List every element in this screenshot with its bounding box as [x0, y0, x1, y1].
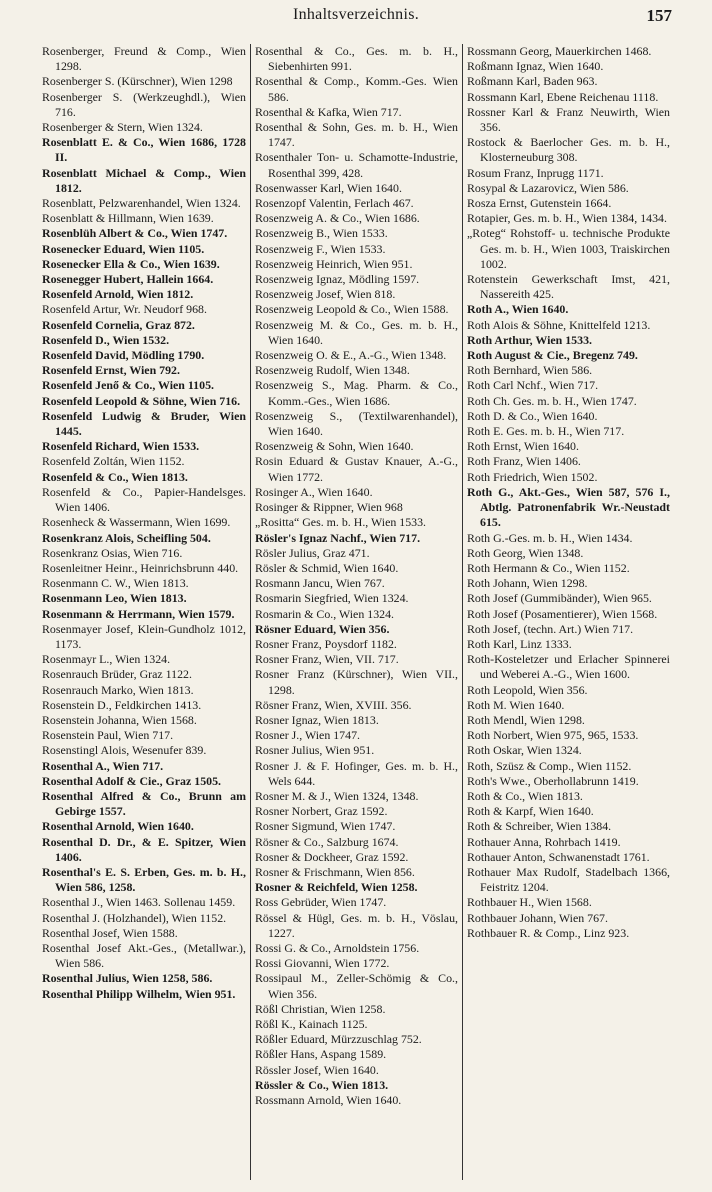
index-entry: Rosenzopf Valentin, Ferlach 467. — [255, 196, 414, 211]
index-entry: Rosenzweig O. & E., A.-G., Wien 1348. — [255, 348, 447, 363]
index-entry: Rosenkranz Osias, Wien 716. — [42, 545, 183, 560]
index-entry: Rosner M. & J., Wien 1324, 1348. — [255, 788, 419, 803]
index-entry: Rosenzweig F., Wien 1533. — [255, 241, 386, 256]
index-entry: Rosenberger S. (Werkzeughdl.), Wien 716. — [42, 89, 246, 119]
index-entry: Rosenblatt Michael & Comp., Wien 1812. — [42, 165, 246, 195]
index-entry: Rosmarin & Co., Wien 1324. — [255, 606, 395, 621]
index-entry: Rosenzweig Josef, Wien 818. — [255, 287, 396, 302]
index-entry: Roßmann Ignaz, Wien 1640. — [467, 59, 604, 74]
index-entry: Rössler & Co., Wien 1813. — [255, 1077, 389, 1092]
index-entry: Rossi Giovanni, Wien 1772. — [255, 956, 390, 971]
index-entry: Rosenzweig B., Wien 1533. — [255, 226, 388, 241]
index-entry: Roth, Szüsz & Comp., Wien 1152. — [467, 758, 632, 773]
index-entry: Rosenfeld Ernst, Wien 792. — [42, 363, 180, 378]
index-entry: Rosner Franz, Poysdorf 1182. — [255, 636, 397, 651]
index-entry: Rosenfeld Arnold, Wien 1812. — [42, 287, 194, 302]
index-entry: Rößl Christian, Wien 1258. — [255, 1001, 386, 1016]
index-entry: Roth Norbert, Wien 975, 965, 1533. — [467, 728, 639, 743]
index-entry: Rosinger & Rippner, Wien 968 — [255, 500, 403, 515]
index-columns — [38, 44, 674, 1180]
index-entry: Rosenecker Eduard, Wien 1105. — [42, 241, 205, 256]
index-entry: Rosenstein D., Feldkirchen 1413. — [42, 697, 202, 712]
index-entry: Rosenberger, Freund & Comp., Wien 1298. — [42, 44, 246, 74]
index-entry: Rosner & Frischmann, Wien 856. — [255, 864, 415, 879]
index-entry: Rosenmann Leo, Wien 1813. — [42, 591, 187, 606]
index-entry: Rosner Julius, Wien 951. — [255, 743, 375, 758]
index-entry: Rosenfeld & Co., Papier-Handelsges. Wien 1406. — [42, 484, 246, 515]
index-entry: Rosenzweig S., (Textilwarenhandel), Wien 1640. — [255, 408, 458, 439]
index-entry: Rosenfeld Cornelia, Graz 872. — [42, 317, 195, 332]
index-entry: Rossi G. & Co., Arnoldstein 1756. — [255, 940, 420, 955]
index-entry: „Rositta“ Ges. m. b. H., Wien 1533. — [255, 515, 427, 530]
index-entry: „Roteg“ Rohstoff- u. technische Produkte Ges. m. b. H., Wien 1003, Traiskirchen 1002. — [467, 226, 670, 271]
index-entry: Rosenthal Philipp Wilhelm, Wien 951. — [42, 986, 236, 1001]
index-entry: Rothauer Max Rudolf, Stadelbach 1366, Feistritz 1204. — [467, 864, 670, 895]
index-entry: Rosenmayr L., Wien 1324. — [42, 652, 171, 667]
index-entry: Rosenzweig Rudolf, Wien 1348. — [255, 363, 410, 378]
index-entry: Rosner & Reichfeld, Wien 1258. — [255, 880, 418, 895]
index-entry: Rosenthal & Kafka, Wien 717. — [255, 104, 402, 119]
index-entry: Rosenfeld Zoltán, Wien 1152. — [42, 454, 185, 469]
index-entry: Rößl K., Kainach 1125. — [255, 1017, 368, 1031]
index-entry: Roth August & Cie., Bregenz 749. — [467, 348, 638, 363]
index-entry: Rothauer Anna, Rohrbach 1419. — [467, 834, 621, 849]
index-entry: Roth M. Wien 1640. — [467, 697, 565, 712]
index-entry: Rosner Franz, Wien, VII. 717. — [255, 652, 399, 667]
index-entry: Rosenzweig S., Mag. Pharm. & Co., Komm.-Ges., Wien 1686. — [255, 378, 458, 408]
index-entry: Rosenfeld Richard, Wien 1533. — [42, 439, 200, 454]
index-entry: Rosin Eduard & Gustav Knauer, A.-G., Wien 1772. — [255, 454, 458, 484]
index-entry: Rosenzweig Ignaz, Mödling 1597. — [255, 272, 420, 287]
index-entry: Rösner Eduard, Wien 356. — [255, 621, 390, 636]
index-entry: Rosmarin Siegfried, Wien 1324. — [255, 591, 409, 606]
index-entry: Rosner J., Wien 1747. — [255, 728, 360, 743]
index-entry: Rothbauer R. & Comp., Linz 923. — [467, 925, 630, 940]
index-entry: Roth Ch. Ges. m. b. H., Wien 1747. — [467, 393, 637, 408]
index-entry: Rosenthal's E. S. Erben, Ges. m. b. H., Wien 586, 1258. — [42, 864, 246, 895]
index-entry: Rosenfeld D., Wien 1532. — [42, 332, 170, 347]
index-entry: Rosenmann & Herrmann, Wien 1579. — [42, 606, 235, 621]
index-entry: Rosenblüh Albert & Co., Wien 1747. — [42, 226, 228, 241]
index-entry: Rosenthal Josef Akt.-Ges., (Metallwar.), Wien 586. — [42, 940, 246, 971]
index-entry: Rosenthal J., Wien 1463. Sollenau 1459. — [42, 895, 236, 910]
index-entry: Rösner Franz, Wien, XVIII. 356. — [255, 697, 412, 712]
index-entry: Roßmann Karl, Baden 963. — [467, 74, 598, 89]
index-entry: Rosner J. & F. Hofinger, Ges. m. b. H., Wels 644. — [255, 758, 458, 788]
index-entry: Rosenthal & Comp., Komm.-Ges. Wien 586. — [255, 74, 458, 104]
index-entry: Rosenthal A., Wien 717. — [42, 758, 164, 773]
index-entry: Roth & Schreiber, Wien 1384. — [467, 819, 612, 834]
index-entry: Rosenblatt, Pelzwarenhandel, Wien 1324. — [42, 196, 241, 211]
index-entry: Rosenthal Adolf & Cie., Graz 1505. — [42, 773, 222, 788]
index-entry: Roth Friedrich, Wien 1502. — [467, 469, 598, 484]
index-entry: Roth Georg, Wien 1348. — [467, 545, 584, 560]
index-entry: Rostock & Baerlocher Ges. m. b. H., Klosterneuburg 308. — [467, 135, 670, 165]
index-entry: Rosenthal & Co., Ges. m. b. H., Siebenhirten 991. — [255, 44, 458, 74]
index-entry: Rosenzweig & Sohn, Wien 1640. — [255, 439, 414, 454]
index-entry: Roth Oskar, Wien 1324. — [467, 743, 582, 758]
index-entry: Rosenfeld Jenő & Co., Wien 1105. — [42, 378, 214, 393]
index-entry: Roth Carl Nchf., Wien 717. — [467, 378, 599, 393]
index-entry: Rosenzweig Heinrich, Wien 951. — [255, 256, 413, 271]
index-entry: Rosenfeld & Co., Wien 1813. — [42, 469, 188, 484]
index-entry: Rosenblatt & Hillmann, Wien 1639. — [42, 211, 214, 226]
index-entry: Rotapier, Ges. m. b. H., Wien 1384, 1434. — [467, 211, 667, 226]
index-entry: Roth Johann, Wien 1298. — [467, 576, 588, 591]
index-entry: Roth Karl, Linz 1333. — [467, 636, 572, 651]
index-entry: Rosenblatt E. & Co., Wien 1686, 1728 II. — [42, 135, 246, 165]
index-entry: Roth Alois & Söhne, Knittelfeld 1213. — [467, 317, 651, 332]
index-entry: Rosza Ernst, Gutenstein 1664. — [467, 196, 612, 211]
index-entry: Rothauer Anton, Schwanenstadt 1761. — [467, 849, 650, 864]
index-entry: Rosenheck & Wassermann, Wien 1699. — [42, 515, 231, 530]
index-entry: Rosum Franz, Inprugg 1171. — [467, 165, 604, 180]
index-entry: Rothbauer Johann, Wien 767. — [467, 910, 608, 925]
index-column-middle — [250, 44, 462, 1180]
index-entry: Rosner & Dockheer, Graz 1592. — [255, 849, 409, 864]
page-number: 157 — [646, 6, 672, 25]
index-entry: Rossipaul M., Zeller-Schömig & Co., Wien 356. — [255, 971, 458, 1001]
index-entry: Rosenzweig A. & Co., Wien 1686. — [255, 211, 420, 226]
index-entry: Rossmann Karl, Ebene Reichenau 1118. — [467, 89, 659, 104]
index-entry: Rosenmayer Josef, Klein-Gundholz 1012, 1173. — [42, 621, 246, 651]
index-entry: Roth Bernhard, Wien 586. — [467, 363, 593, 378]
index-entry: Rosenmann C. W., Wien 1813. — [42, 576, 189, 591]
index-entry: Rosenzweig M. & Co., Ges. m. b. H., Wien 1640. — [255, 317, 458, 347]
index-entry: Rösner & Co., Salzburg 1674. — [255, 834, 399, 849]
index-entry: Rosenthal D. Dr., & E. Spitzer, Wien 1406. — [42, 834, 246, 864]
index-column-left — [38, 44, 250, 1180]
index-entry: Rößler Hans, Aspang 1589. — [255, 1047, 387, 1062]
index-entry: Rosenfeld Artur, Wr. Neudorf 968. — [42, 302, 207, 317]
index-entry: Rosenzweig Leopold & Co., Wien 1588. — [255, 302, 449, 317]
index-column-right — [462, 44, 674, 1180]
index-entry: Rosenberger & Stern, Wien 1324. — [42, 120, 203, 135]
index-entry: Rosenfeld Leopold & Söhne, Wien 716. — [42, 393, 241, 408]
index-entry: Roth G.-Ges. m. b. H., Wien 1434. — [467, 530, 633, 545]
index-entry: Rosenfeld David, Mödling 1790. — [42, 348, 205, 363]
page-title: Inhaltsverzeichnis. — [292, 6, 420, 23]
index-entry: Rosenrauch Marko, Wien 1813. — [42, 682, 194, 697]
index-entry: Rosinger A., Wien 1640. — [255, 484, 373, 499]
index-entry: Roth Josef, (techn. Art.) Wien 717. — [467, 621, 634, 636]
index-entry: Roth & Co., Wien 1813. — [467, 788, 583, 803]
index-entry: Rößler Eduard, Mürzzuschlag 752. — [255, 1032, 422, 1047]
index-entry: Roth E. Ges. m. b. H., Wien 717. — [467, 424, 625, 439]
index-entry: Rosenthal Arnold, Wien 1640. — [42, 819, 194, 834]
index-entry: Roth Franz, Wien 1406. — [467, 454, 581, 469]
index-entry: Roth Arthur, Wien 1533. — [467, 332, 592, 347]
index-entry: Rosenstingl Alois, Wesenufer 839. — [42, 743, 207, 758]
index-entry: Rosenwasser Karl, Wien 1640. — [255, 180, 402, 195]
index-entry: Roth Josef (Gummibänder), Wien 965. — [467, 591, 652, 606]
index-entry: Roth D. & Co., Wien 1640. — [467, 408, 598, 423]
index-entry: Rosenthal & Sohn, Ges. m. b. H., Wien 1747. — [255, 120, 458, 150]
index-entry: Rosenrauch Brüder, Graz 1122. — [42, 667, 192, 682]
index-entry: Rosner Ignaz, Wien 1813. — [255, 712, 379, 727]
index-entry: Rössel & Hügl, Ges. m. b. H., Vöslau, 1227. — [255, 910, 458, 940]
index-entry: Rosenstein Johanna, Wien 1568. — [42, 712, 197, 727]
index-entry: Rossner Karl & Franz Neuwirth, Wien 356. — [467, 104, 670, 135]
index-entry: Roth G., Akt.-Ges., Wien 587, 576 I., Abtlg. Patronenfabrik Wr.-Neustadt 615. — [467, 484, 670, 530]
index-entry: Roth Hermann & Co., Wien 1152. — [467, 560, 630, 575]
index-entry: Rosenecker Ella & Co., Wien 1639. — [42, 256, 220, 271]
index-entry: Rosenthal J. (Holzhandel), Wien 1152. — [42, 910, 227, 925]
index-entry: Rosenthaler Ton- u. Schamotte-Industrie, Rosenthal 399, 428. — [255, 150, 458, 180]
index-entry: Rosenthal Alfred & Co., Brunn am Gebirge 1557. — [42, 788, 246, 819]
index-entry: Ross Gebrüder, Wien 1747. — [255, 895, 387, 910]
index-entry: Rosenstein Paul, Wien 717. — [42, 728, 174, 743]
index-entry: Roth Josef (Posamentierer), Wien 1568. — [467, 606, 658, 621]
index-entry: Rossmann Arnold, Wien 1640. — [255, 1093, 402, 1108]
index-entry: Rosenfeld Ludwig & Bruder, Wien 1445. — [42, 408, 246, 439]
index-entry: Rosenthal Josef, Wien 1588. — [42, 925, 178, 940]
index-entry: Roth's Wwe., Oberhollabrunn 1419. — [467, 773, 639, 788]
index-entry: Roth A., Wien 1640. — [467, 302, 569, 317]
index-entry: Rosner Norbert, Graz 1592. — [255, 804, 388, 819]
index-entry: Rosenegger Hubert, Hallein 1664. — [42, 272, 214, 287]
page-header — [0, 6, 712, 32]
index-entry: Rosner Franz (Kürschner), Wien VII., 1298. — [255, 667, 458, 697]
index-entry: Rösler & Schmid, Wien 1640. — [255, 560, 399, 575]
index-entry: Rosenkranz Alois, Scheifling 504. — [42, 530, 211, 545]
index-entry: Rosner Sigmund, Wien 1747. — [255, 819, 396, 834]
index-entry: Roth Ernst, Wien 1640. — [467, 439, 579, 454]
index-entry: Rosenberger S. (Kürschner), Wien 1298 — [42, 74, 233, 89]
index-entry: Roth-Kosteletzer und Erlacher Spinnerei und Weberei A.-G., Wien 1600. — [467, 652, 670, 682]
index-entry: Rosenleitner Heinr., Heinrichsbrunn 440. — [42, 560, 239, 575]
index-entry: Rösler Julius, Graz 471. — [255, 545, 370, 560]
index-entry: Roth & Karpf, Wien 1640. — [467, 804, 594, 819]
index-entry: Rossmann Georg, Mauerkirchen 1468. — [467, 44, 652, 58]
index-entry: Roth Mendl, Wien 1298. — [467, 712, 585, 727]
index-entry: Rösler's Ignaz Nachf., Wien 717. — [255, 530, 421, 545]
index-entry: Roth Leopold, Wien 356. — [467, 682, 588, 697]
index-entry: Rosypal & Lazarovicz, Wien 586. — [467, 180, 629, 195]
index-entry: Rosenthal Julius, Wien 1258, 586. — [42, 971, 213, 986]
index-entry: Rotenstein Gewerkschaft Imst, 421, Nassereith 425. — [467, 272, 670, 302]
index-entry: Rothbauer H., Wien 1568. — [467, 895, 592, 910]
index-entry: Rössler Josef, Wien 1640. — [255, 1062, 379, 1077]
index-entry: Rosmann Jancu, Wien 767. — [255, 576, 385, 591]
